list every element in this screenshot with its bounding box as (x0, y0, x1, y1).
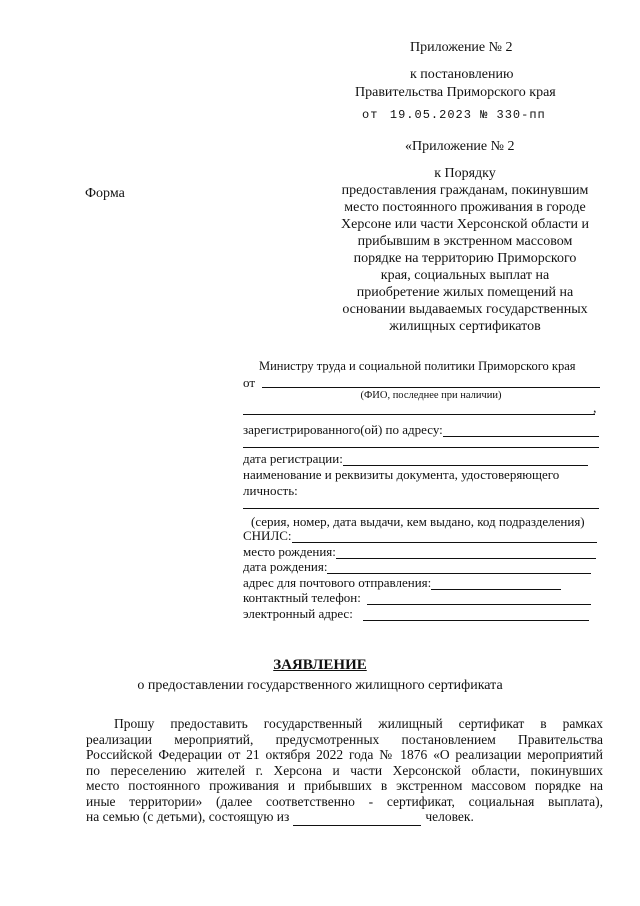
quoted-appendix-line: Херсоне или части Херсонской области и (341, 217, 589, 232)
registration-date-blank[interactable] (343, 450, 588, 466)
phone-label: контактный телефон: (243, 590, 361, 605)
fio-hint: (ФИО, последнее при наличии) (360, 390, 502, 401)
registration-date-label: дата регистрации: (243, 451, 343, 466)
quoted-appendix-line: жилищных сертификатов (389, 319, 541, 334)
statement-line: по переселению жителей г. Херсона и части Херсонской области, покинувших (86, 762, 603, 778)
statement-line: Прошу предоставить государственный жилищный сертификат в рамках (114, 716, 603, 731)
form-label: Форма (85, 186, 125, 201)
appendix-label: Приложение № 2 (410, 40, 513, 55)
family-size-text: на семью (с детьми), состоящую из (86, 809, 290, 824)
family-size-blank[interactable] (293, 809, 421, 826)
phone-field[interactable] (243, 589, 599, 605)
identity-doc-label: наименование и реквизиты документа, удостоверяющего (243, 467, 560, 482)
statement-line: место постоянного проживания и прибывших в экстренном массовом порядке на (86, 778, 603, 793)
snils-blank[interactable] (292, 527, 597, 543)
postal-address-field[interactable] (243, 574, 599, 590)
quoted-appendix-line: прибывшим в экстренном массовом (357, 234, 573, 249)
registered-address-field[interactable] (243, 421, 599, 437)
quoted-appendix-body (298, 165, 632, 335)
statement-paragraph (86, 716, 603, 826)
statement-title: ЗАЯВЛЕНИЕ (273, 657, 367, 673)
ministry-label: Министру труда и социальной политики Приморского края (259, 359, 576, 373)
statement-last-line (86, 809, 603, 826)
resolution-date-row (362, 106, 546, 124)
identity-doc-blank-line[interactable] (243, 508, 599, 509)
fio-comma: , (593, 401, 597, 416)
quoted-appendix-line: основании выдаваемых государственных (342, 302, 588, 317)
registration-date-field[interactable] (243, 450, 599, 466)
birth-place-field[interactable] (243, 543, 599, 559)
quoted-appendix-line: порядке на территорию Приморского (353, 251, 577, 266)
quoted-appendix-line: приобретение жилых помещений на (356, 285, 574, 300)
statement-line: Российской Федерации от 21 октября 2022 года № 1876 «О реализации мероприятий (86, 747, 603, 762)
resolution-label: к постановлению (410, 67, 514, 82)
postal-address-blank[interactable] (431, 574, 561, 590)
email-blank[interactable] (363, 605, 589, 621)
statement-line: реализации мероприятий, предусмотренных постановлением Правительства (86, 731, 603, 747)
identity-doc-hint: (серия, номер, дата выдачи, кем выдано, код подразделения) (251, 514, 585, 529)
email-label: электронный адрес: (243, 606, 353, 621)
date-prefix: от (362, 108, 379, 122)
birth-place-label: место рождения: (243, 544, 336, 559)
government-label: Правительства Приморского края (355, 85, 556, 100)
fio-blank-line[interactable] (262, 387, 600, 388)
snils-label: СНИЛС: (243, 528, 292, 543)
registered-address-blank[interactable] (443, 421, 599, 437)
quoted-appendix-title: «Приложение № 2 (405, 139, 515, 154)
statement-line: иные территории» (далее соответственно - сертификат, социальная выплата), (86, 793, 603, 809)
date-number: 19.05.2023 № 330-пп (389, 108, 546, 122)
statement-subtitle: о предоставлении государственного жилищного сертификата (137, 678, 503, 693)
phone-blank[interactable] (367, 589, 591, 605)
quoted-appendix-line: предоставления гражданам, покинувшим (341, 183, 589, 198)
quoted-appendix-line: к Порядку (434, 166, 496, 181)
birth-place-blank[interactable] (336, 543, 596, 559)
family-size-unit: человек. (425, 809, 474, 824)
birth-date-field[interactable] (243, 558, 599, 574)
birth-date-label: дата рождения: (243, 559, 328, 574)
from-label: от (243, 375, 256, 390)
quoted-appendix-line: место постоянного проживания в городе (344, 200, 586, 215)
birth-date-blank[interactable] (327, 558, 591, 574)
registered-address-label: зарегистрированного(ой) по адресу: (243, 422, 443, 437)
registered-address-line-2[interactable] (243, 447, 599, 448)
quoted-appendix-line: края, социальных выплат на (380, 268, 550, 283)
snils-field[interactable] (243, 527, 599, 543)
fio-continuation-line[interactable] (243, 414, 595, 415)
email-field[interactable] (243, 605, 599, 621)
postal-address-label: адрес для почтового отправления: (243, 575, 432, 590)
identity-doc-label-2: личность: (243, 483, 298, 498)
